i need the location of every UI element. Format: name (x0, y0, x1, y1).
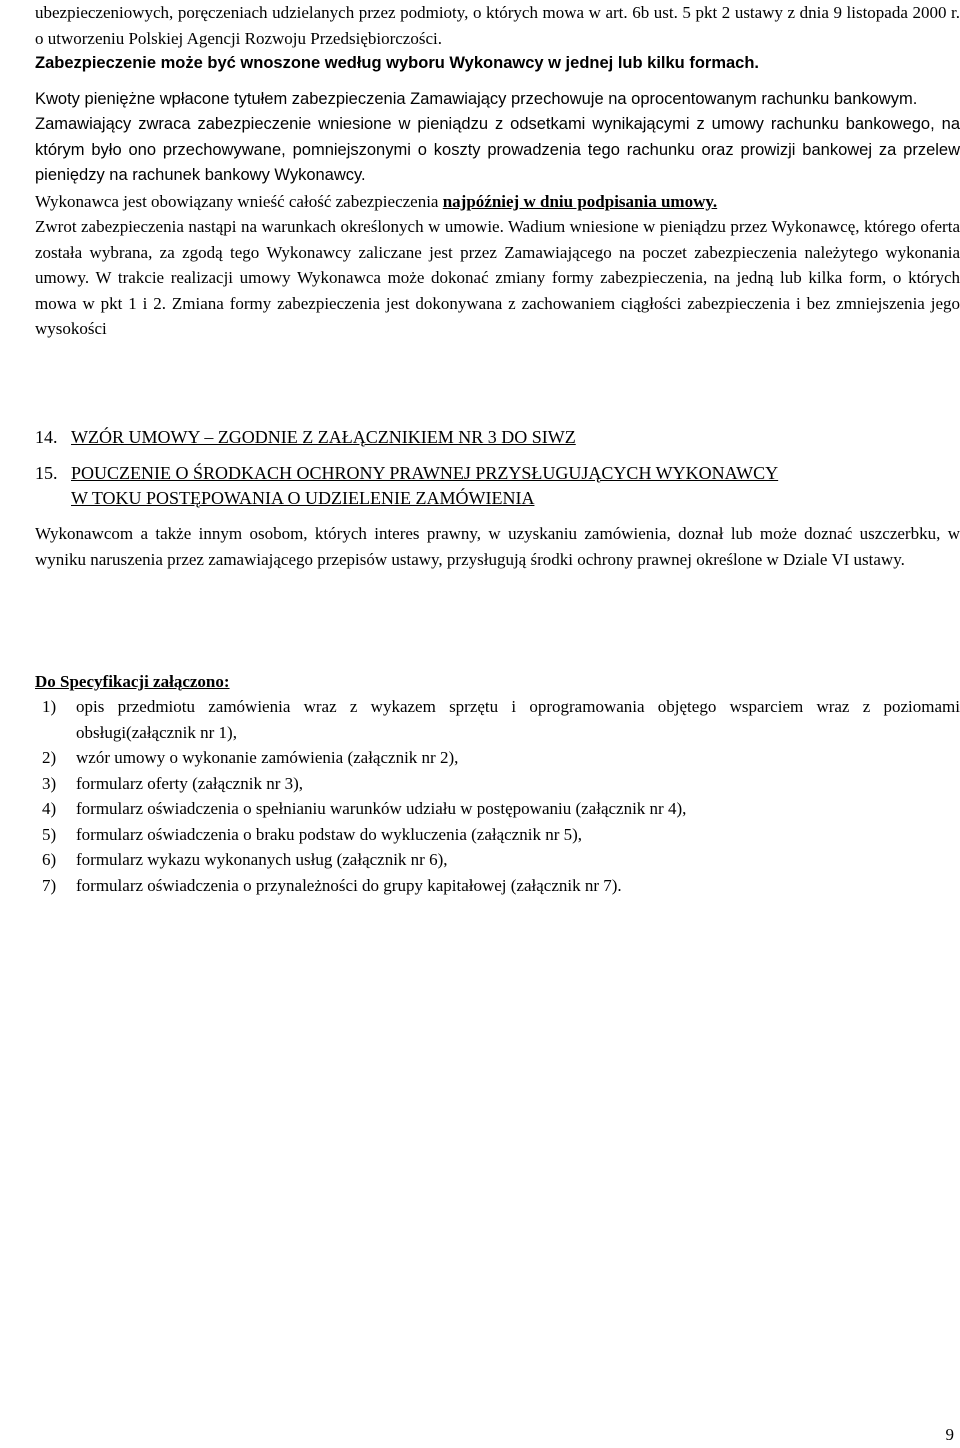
list-item-text: formularz wykazu wykonanych usług (załącznik nr 6), (76, 850, 448, 869)
paragraph-deadline (35, 189, 960, 215)
paragraph-bank-account: Kwoty pieniężne wpłacone tytułem zabezpieczenia Zamawiający przechowuje na oprocentowanym rachunku bankowym. (35, 89, 918, 108)
section-15-number: 15. (35, 463, 58, 483)
list-item-number: 1) (42, 697, 57, 716)
list-item (35, 694, 960, 745)
list-item-text: formularz oświadczenia o spełnianiu warunków udziału w postępowaniu (załącznik nr 4), (76, 799, 687, 818)
list-item-text: formularz oferty (załącznik nr 3), (76, 773, 304, 793)
attachments-heading-block (35, 669, 960, 695)
section-14-number: 14. (35, 427, 58, 447)
list-item (35, 771, 960, 797)
section-15-body (35, 521, 960, 572)
list-item-text: opis przedmiotu zamówienia wraz z wykazem sprzętu i oprogramowania objętego wsparciem wraz z poziomami obsługi(załącznik nr 1), (76, 697, 960, 742)
attachments-heading: Do Specyfikacji załączono: (35, 672, 230, 691)
list-item-number: 7) (42, 875, 57, 895)
deadline-text: Wykonawca jest obowiązany wnieść całość zabezpieczenia (35, 191, 443, 211)
list-item (35, 873, 960, 899)
list-item (35, 745, 960, 771)
security-section (35, 0, 960, 342)
section-14-heading (35, 424, 960, 450)
list-item-number: 4) (42, 799, 57, 818)
list-item (35, 847, 960, 873)
list-item-number: 2) (42, 748, 57, 767)
paragraph-return: Zamawiający zwraca zabezpieczenie wniesione w pieniądzu z odsetkami wynikającymi z umowy rachunku bankowego, na którym było ono przechowywane, pomniejszonymi o koszty prowadzenia tego rachunku oraz prowizji bankowej za przelew pieniędzy na rachunek bankowy Wykonawcy. (35, 115, 960, 184)
list-item-text: wzór umowy o wykonanie zamówienia (załącznik nr 2), (76, 748, 459, 767)
list-item-text: formularz oświadczenia o przynależności do grupy kapitałowej (załącznik nr 7). (76, 875, 622, 895)
section-14-title: WZÓR UMOWY – ZGODNIE Z ZAŁĄCZNIKIEM NR 3 DO SIWZ (71, 427, 576, 447)
legal-remedies-paragraph: Wykonawcom a także innym osobom, których interes prawny, w uzyskaniu zamówienia, doznał lub może doznać uszczerbku, w wyniku naruszenia przez zamawiającego przepisów ustawy, przysługują środki ochrony prawnej określone w Dziale VI ustawy. (35, 524, 960, 569)
list-item-number: 5) (42, 824, 57, 844)
list-item-text: formularz oświadczenia o braku podstaw do wykluczenia (załącznik nr 5), (76, 824, 583, 844)
paragraph-refund-terms: Zwrot zabezpieczenia nastąpi na warunkach określonych w umowie. Wadium wniesione w pieniądzu przez Wykonawcę, którego oferta została wybrana, za zgodą tego Wykonawcy zaliczane jest przez Zamawiającego na poczet zabezpieczenia należytego wykonania umowy. W trakcie realizacji umowy Wykonawca może dokonać zmiany formy zabezpieczenia, na jedną lub kilka form, o których mowa w pkt 1 i 2. Zmiana formy zabezpieczenia jest dokonywana z zachowaniem ciągłości zabezpieczenia i bez zmniejszenia jego wysokości (35, 217, 960, 338)
list-item (35, 796, 960, 822)
section-15-heading (35, 460, 960, 512)
paragraph-guarantees: ubezpieczeniowych, poręczeniach udzielanych przez podmioty, o których mowa w art. 6b ust. 5 pkt 2 ustawy z dnia 9 listopada 2000 r. o utworzeniu Polskiej Agencji Rozwoju Przedsiębiorczości. (35, 3, 960, 48)
section-15-title-line-2: W TOKU POSTĘPOWANIA O UDZIELENIE ZAMÓWIENIA (71, 488, 535, 508)
list-item-number: 6) (42, 850, 57, 869)
page-number: 9 (945, 1425, 954, 1444)
paragraph-forms: Zabezpieczenie może być wnoszone według wyboru Wykonawcy w jednej lub kilku formach. (35, 54, 760, 72)
list-item (35, 822, 960, 848)
attachments-list (35, 694, 960, 898)
list-item-number: 3) (42, 773, 57, 793)
section-15-title-line-1: POUCZENIE O ŚRODKACH OCHRONY PRAWNEJ PRZYSŁUGUJĄCYCH WYKONAWCY (71, 463, 779, 483)
deadline-emphasis: najpóźniej w dniu podpisania umowy. (442, 191, 718, 211)
